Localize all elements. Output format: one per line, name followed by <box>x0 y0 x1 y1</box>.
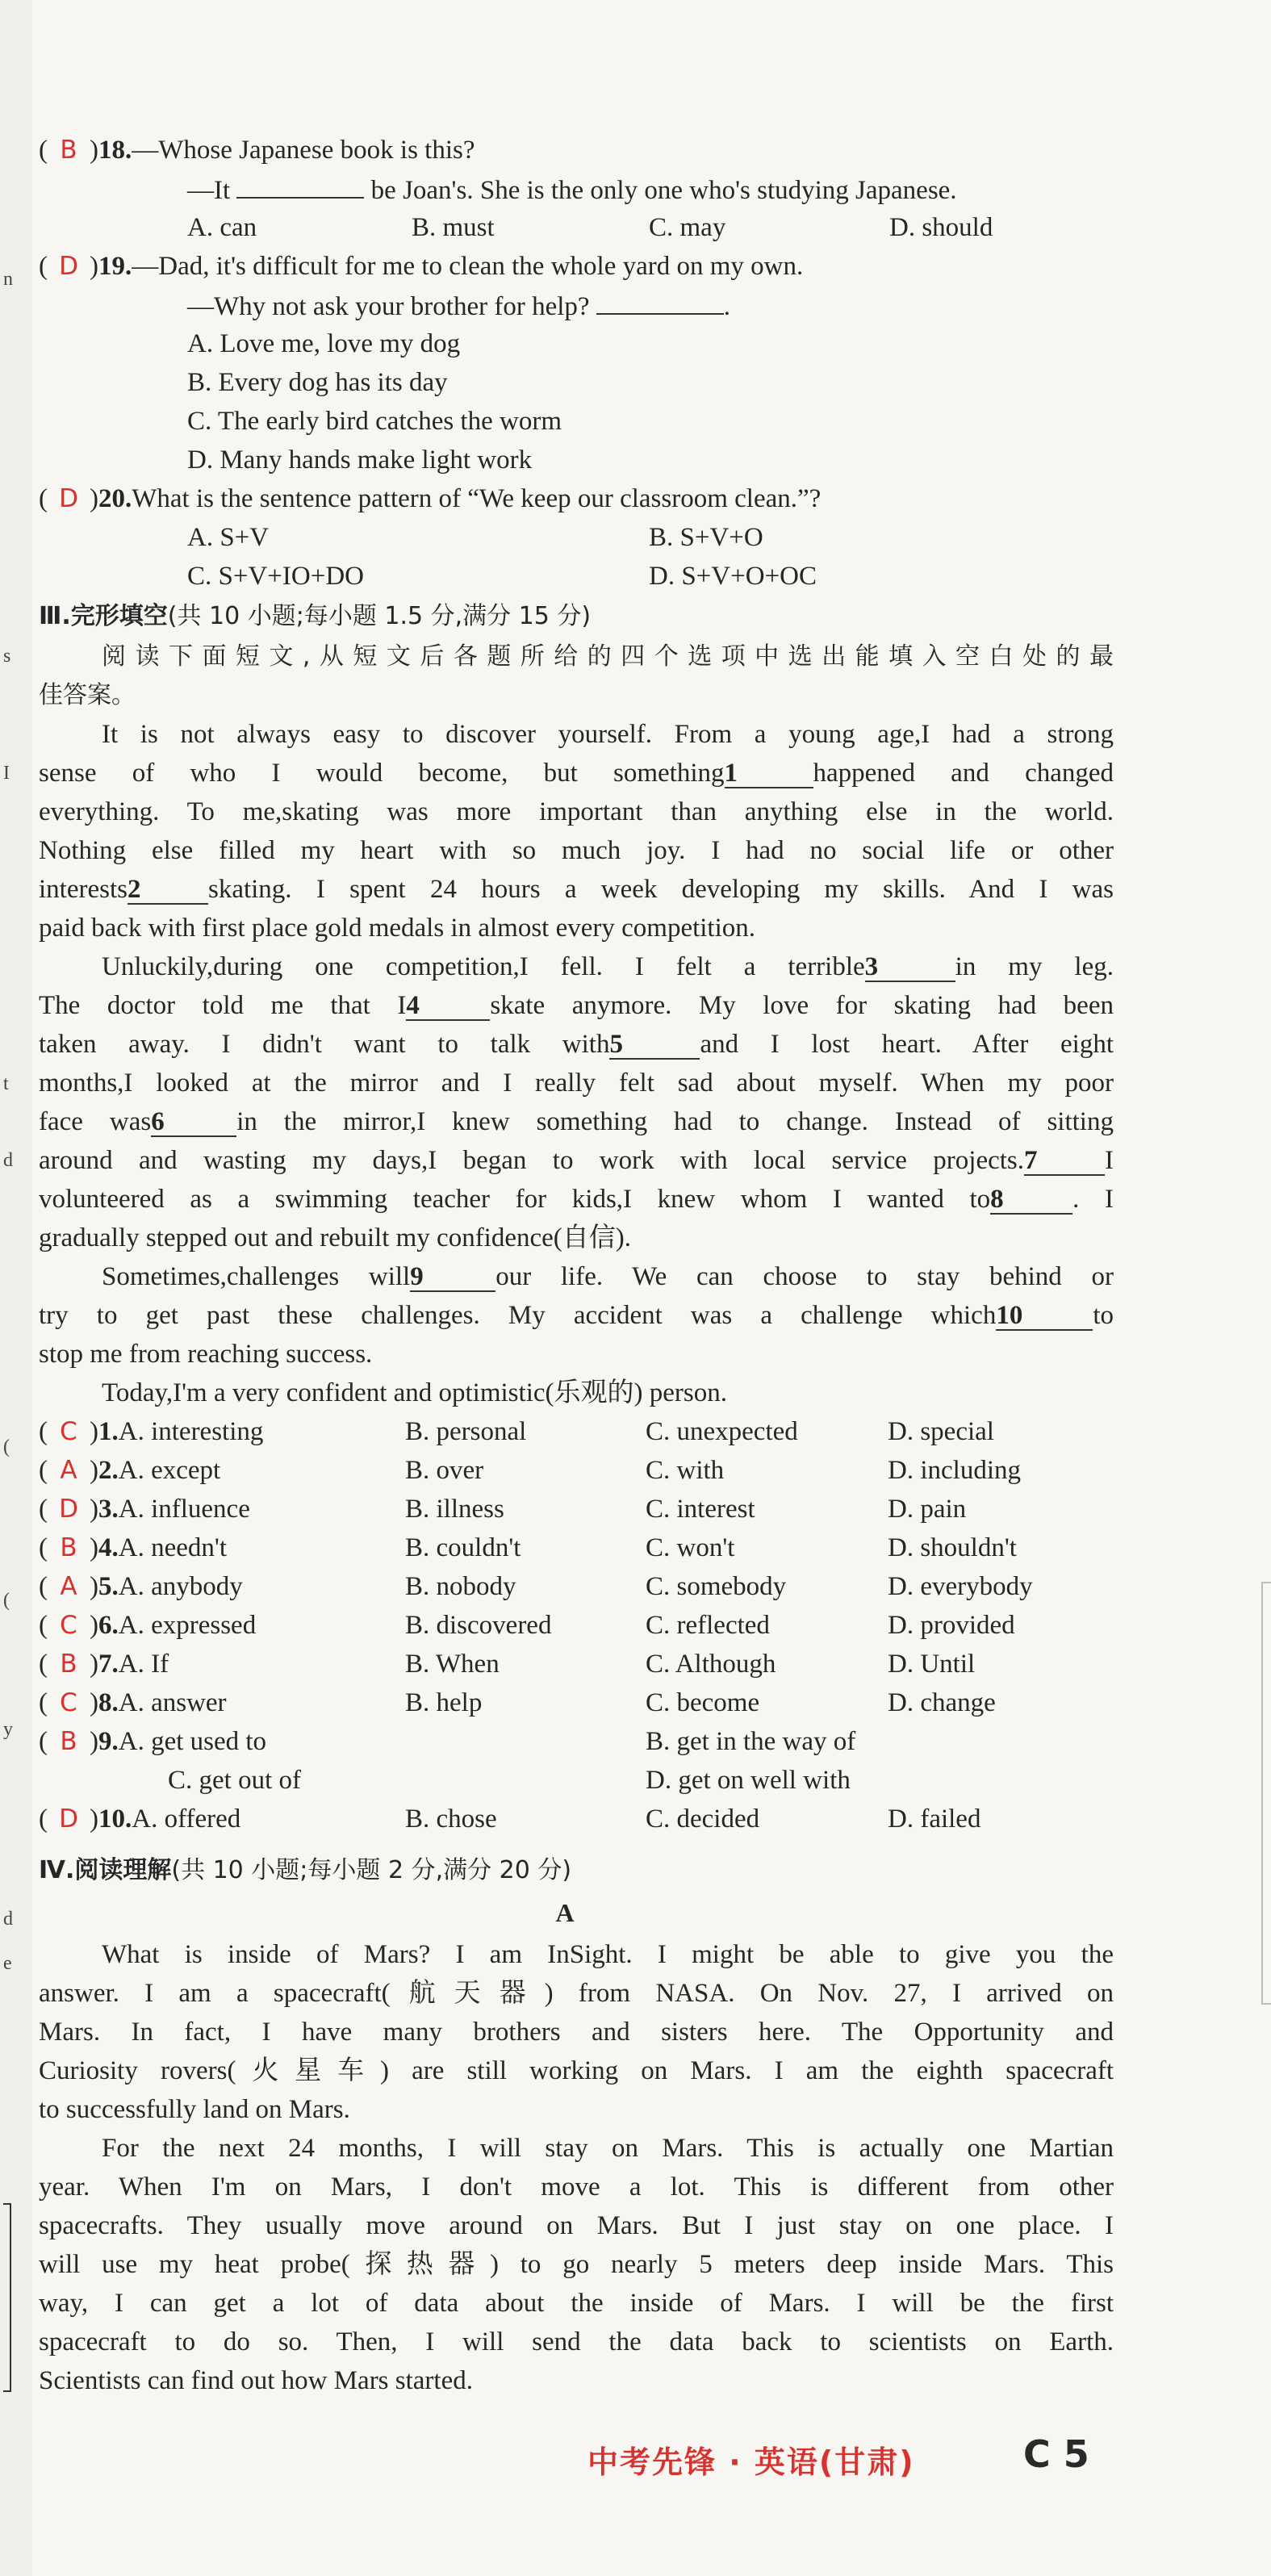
passage-label: A <box>555 1898 575 1927</box>
cloze-instruction: 佳答案。 <box>39 681 136 709</box>
margin-mark: t <box>3 1073 9 1094</box>
reading-line: Mars. In fact, I have many brothers and sisters here. The Opportunity and <box>39 2018 1114 2047</box>
option: C. The early bird catches the worm <box>187 407 562 436</box>
answer-mark: B <box>60 1650 77 1679</box>
cloze-instruction: 阅读下面短文,从短文后各题所给的四个选项中选出能填入空白处的最 <box>102 642 1114 671</box>
scan-left-edge <box>0 0 32 2576</box>
margin-mark: y <box>3 1719 13 1740</box>
cloze-blank: 5 <box>609 1031 700 1060</box>
cloze-answer-row: ( A )5.A. anybody B. nobody C. somebody D. everybody <box>39 1572 1033 1601</box>
reading-line: way, I can get a lot of data about the inside of Mars. I will be the first <box>39 2289 1114 2318</box>
cloze-answer-row: ( C )6.A. expressed B. discovered C. reflected D. provided <box>39 1611 1015 1640</box>
passage-line: Sometimes,challenges will9 our life. We can choose to stay behind or <box>102 1262 1114 1291</box>
option: A. Love me, love my dog <box>187 329 461 358</box>
margin-mark: d <box>3 1150 13 1171</box>
cloze-answer-row: ( A )2.A. except B. over C. with D. including <box>39 1456 1021 1485</box>
reading-line: spacecrafts. They usually move around on Mars. But I just stay on one place. I <box>39 2211 1114 2240</box>
cloze-answer-row: ( D )3.A. influence B. illness C. interest D. pain <box>39 1495 967 1524</box>
margin-mark: e <box>3 1953 12 1974</box>
reading-line: Scientists can find out how Mars started. <box>39 2366 473 2395</box>
reading-line: spacecraft to do so. Then, I will send the data back to scientists on Earth. <box>39 2327 1114 2356</box>
cloze-blank: 3 <box>865 953 955 982</box>
reading-line: to successfully land on Mars. <box>39 2095 350 2124</box>
answer-mark: D <box>59 1804 78 1834</box>
answer-blank <box>236 173 364 199</box>
answer-mark: B <box>60 1727 77 1756</box>
reading-line: will use my heat probe(探热器) to go nearly 5 meters deep inside Mars. This <box>39 2250 1114 2279</box>
cloze-answer-row: ( C )8.A. answer B. help C. become D. change <box>39 1688 996 1717</box>
option: D. Many hands make light work <box>187 445 533 475</box>
margin-mark: n <box>3 269 13 290</box>
margin-mark: ( <box>3 1590 10 1611</box>
passage-line: It is not always easy to discover yourself. From a young age,I had a strong <box>102 720 1114 749</box>
cloze-answer-row: ( B )9.A. get used to B. get in the way of <box>39 1727 856 1756</box>
passage-line: months,I looked at the mirror and I really felt sad about myself. When my poor <box>39 1068 1114 1098</box>
passage-line: gradually stepped out and rebuilt my confidence(自信). <box>39 1223 632 1252</box>
answer-blank <box>596 289 724 315</box>
passage-line: taken away. I didn't want to talk with5 and I lost heart. After eight <box>39 1030 1114 1059</box>
answer-mark: C <box>60 1611 77 1640</box>
cloze-answer-row: ( B )7.A. If B. When C. Although D. Until <box>39 1650 976 1679</box>
margin-mark: s <box>3 646 11 667</box>
passage-line: everything. To me,skating was more important than anything else in the world. <box>39 797 1114 826</box>
passage-line: volunteered as a swimming teacher for kids,I knew whom I wanted to8 . I <box>39 1185 1114 1214</box>
passage-line: try to get past these challenges. My accident was a challenge which10 to <box>39 1301 1114 1330</box>
passage-line: sense of who I would become, but something1 happened and changed <box>39 759 1114 788</box>
passage-line: The doctor told me that I4 skate anymore. My love for skating had been <box>39 991 1114 1020</box>
passage-line: Today,I'm a very confident and optimistic(乐观的) person. <box>102 1378 727 1407</box>
margin-mark: d <box>3 1909 13 1930</box>
passage-line: stop me from reaching success. <box>39 1340 373 1369</box>
section-heading-cloze: Ⅲ.完形填空(共 10 小题;每小题 1.5 分,满分 15 分) <box>39 602 592 630</box>
reading-line: Curiosity rovers(火星车) are still working on Mars. I am the eighth spacecraft <box>39 2056 1114 2085</box>
footer-title: 中考先锋 · 英语(甘肃) <box>587 2444 915 2480</box>
margin-bracket <box>3 2203 11 2392</box>
margin-mark: I <box>3 763 10 784</box>
question-18-line2: —It be Joan's. She is the only one who's studying Japanese. <box>187 173 957 207</box>
answer-mark: D <box>59 1495 78 1524</box>
answer-mark: C <box>60 1688 77 1717</box>
passage-line: interests2 skating. I spent 24 hours a week developing my skills. And I was <box>39 875 1114 904</box>
passage-line: around and wasting my days,I began to work with local service projects.7 I <box>39 1146 1114 1175</box>
answer-mark: C <box>60 1417 77 1446</box>
section-heading-reading: Ⅳ.阅读理解(共 10 小题;每小题 2 分,满分 20 分) <box>39 1856 572 1884</box>
question-18: ( B )18.—Whose Japanese book is this? <box>39 136 475 165</box>
passage-line: Nothing else filled my heart with so much joy. I had no social life or other <box>39 836 1114 865</box>
page-number: C 5 <box>1023 2432 1089 2476</box>
reading-line: For the next 24 months, I will stay on Mars. This is actually one Martian <box>102 2134 1114 2163</box>
right-edge-bracket <box>1261 1582 1271 2005</box>
cloze-blank: 6 <box>151 1108 236 1137</box>
margin-mark: ( <box>3 1436 10 1457</box>
answer-mark: D <box>59 252 78 281</box>
passage-line: face was6 in the mirror,I knew something had to change. Instead of sitting <box>39 1107 1114 1136</box>
cloze-answer-row: ( C )1.A. interesting B. personal C. unexpected D. special <box>39 1417 994 1446</box>
answer-mark: B <box>60 1533 77 1562</box>
option: B. Every dog has its day <box>187 368 448 397</box>
cloze-blank: 8 <box>990 1186 1072 1215</box>
passage-line: Unluckily,during one competition,I fell. I felt a terrible3 in my leg. <box>102 952 1114 981</box>
cloze-blank: 10 <box>996 1302 1093 1331</box>
question-19-line2: —Why not ask your brother for help? . <box>187 289 730 323</box>
answer-mark: D <box>59 484 78 513</box>
question-19: ( D )19.—Dad, it's difficult for me to clean the whole yard on my own. <box>39 252 804 281</box>
answer-mark: B <box>60 136 77 165</box>
cloze-blank: 4 <box>406 992 490 1021</box>
passage-line: paid back with first place gold medals in almost every competition. <box>39 914 756 943</box>
answer-mark: A <box>60 1456 77 1485</box>
cloze-answer-row: ( D )10.A. offered B. chose C. decided D. failed <box>39 1804 981 1834</box>
cloze-blank: 1 <box>725 759 813 788</box>
reading-line: year. When I'm on Mars, I don't move a lot. This is different from other <box>39 2172 1114 2202</box>
cloze-blank: 9 <box>410 1263 495 1292</box>
cloze-blank: 7 <box>1024 1147 1105 1176</box>
question-20: ( D )20.What is the sentence pattern of “We keep our classroom clean.”? <box>39 484 822 513</box>
reading-line: What is inside of Mars? I am InSight. I might be able to give you the <box>102 1940 1114 1969</box>
reading-line: answer. I am a spacecraft(航天器) from NASA. On Nov. 27, I arrived on <box>39 1979 1114 2008</box>
cloze-answer-row: ( B )4.A. needn't B. couldn't C. won't D. shouldn't <box>39 1533 1017 1562</box>
cloze-blank: 2 <box>128 876 208 905</box>
answer-mark: A <box>60 1572 77 1601</box>
